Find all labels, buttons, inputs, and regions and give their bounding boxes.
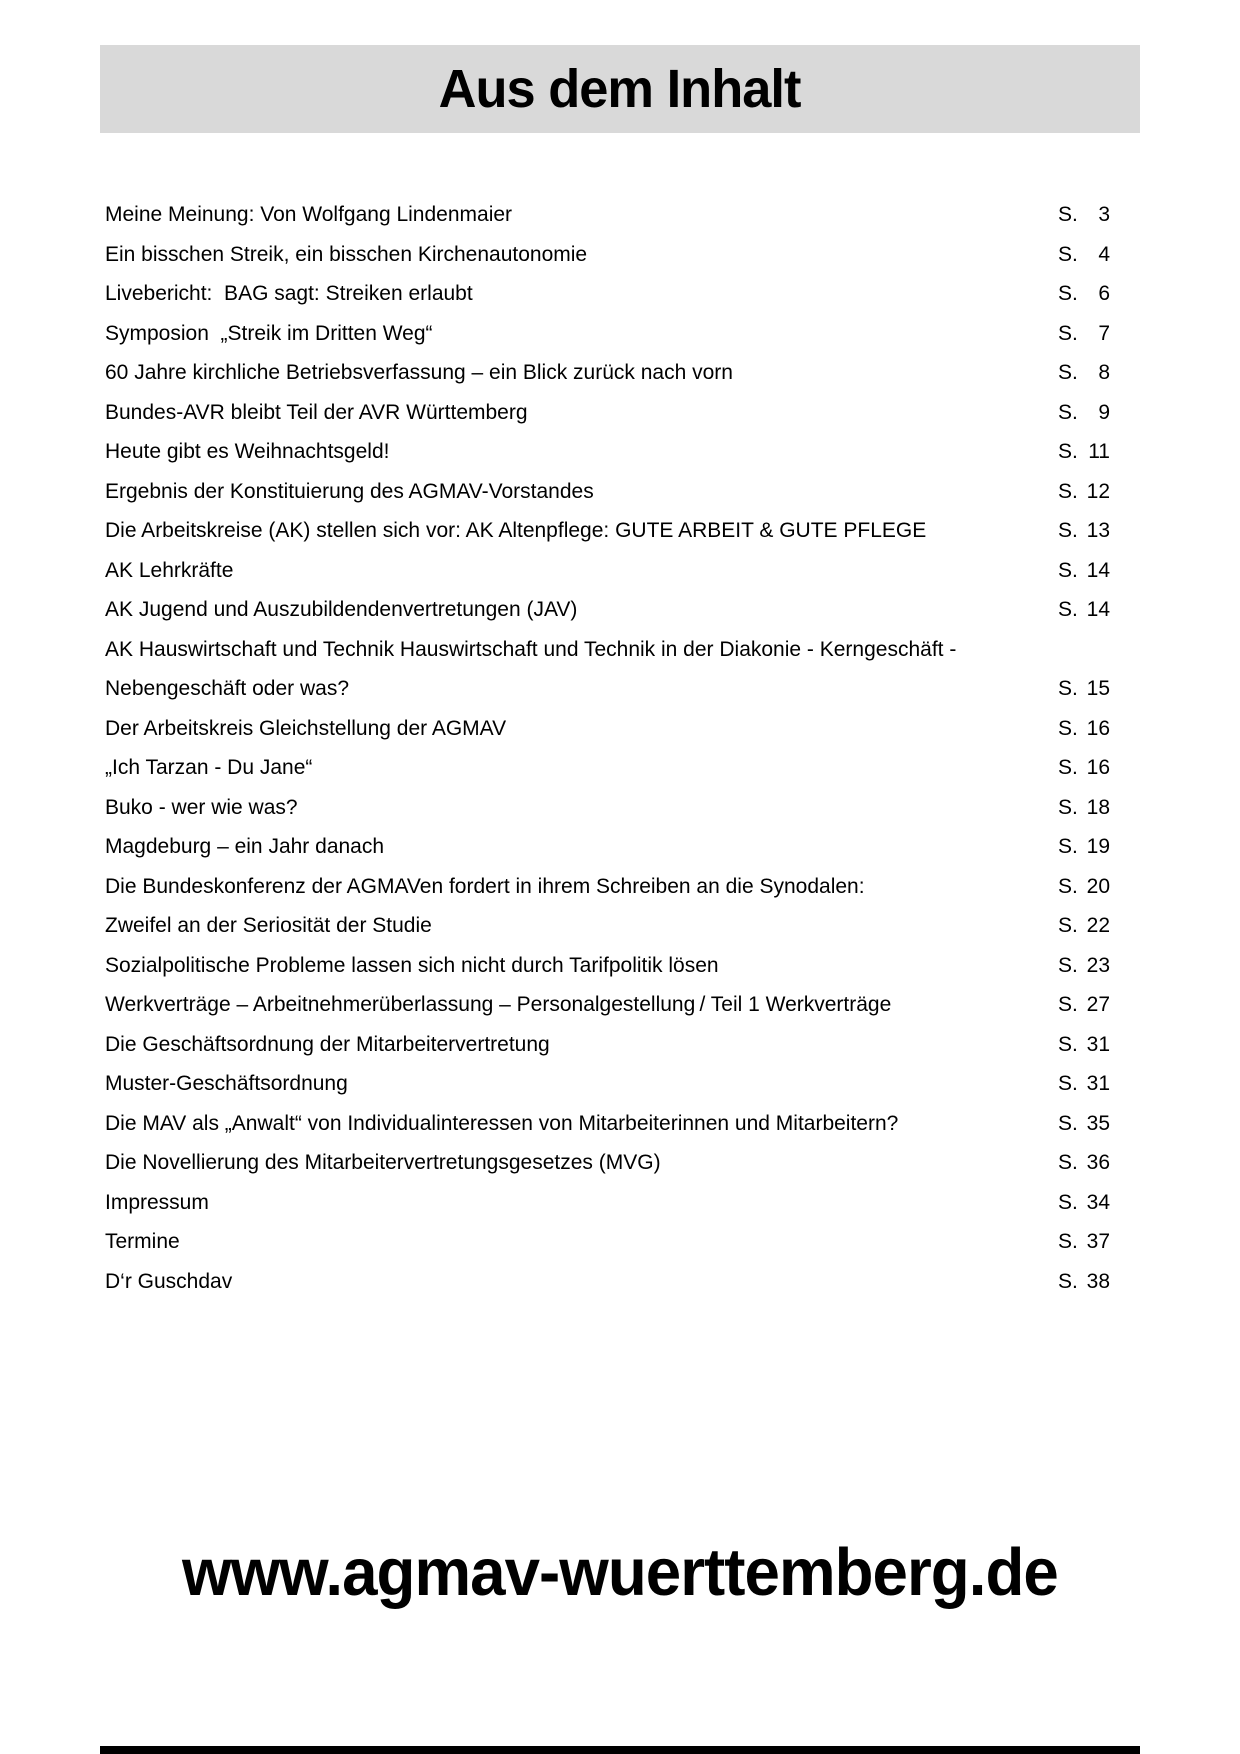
toc-page-number: 13 xyxy=(1086,519,1110,542)
toc-entry-label: Werkverträge – Arbeitnehmerüberlassung – Personalgestellung / Teil 1 Werkverträge xyxy=(105,993,892,1016)
toc-page-number: 37 xyxy=(1086,1230,1110,1253)
header-band xyxy=(100,45,1140,133)
toc-page-ref xyxy=(1058,1104,1110,1144)
toc-entry-label: Ein bisschen Streik, ein bisschen Kirchenautonomie xyxy=(105,242,588,266)
toc-row xyxy=(105,551,1110,591)
toc-page-number: 7 xyxy=(1098,321,1110,345)
toc-page-prefix: S. xyxy=(1058,874,1078,898)
toc-page-number: 14 xyxy=(1086,598,1110,621)
toc-row xyxy=(105,1143,1110,1183)
toc-entry-label: Zweifel an der Seriosität der Studie xyxy=(105,914,432,937)
toc-page-number: 38 xyxy=(1086,1269,1110,1293)
table-of-contents xyxy=(105,195,1110,1301)
toc-page-ref xyxy=(1058,432,1110,472)
toc-page-ref xyxy=(1058,472,1110,512)
toc-page-ref xyxy=(1058,1222,1110,1262)
website-url: www.agmav-wuerttemberg.de xyxy=(182,1535,1058,1610)
toc-page-ref xyxy=(1058,1262,1110,1302)
toc-row xyxy=(105,1262,1110,1302)
toc-page-number: 16 xyxy=(1086,716,1110,740)
toc-page-number: 8 xyxy=(1098,361,1110,384)
toc-page-ref xyxy=(1058,985,1110,1025)
toc-page-prefix: S. xyxy=(1058,914,1078,937)
toc-entry-label: Die MAV als „Anwalt“ von Individualinteressen von Mitarbeiterinnen und Mitarbeitern? xyxy=(105,1111,899,1135)
toc-row xyxy=(105,1025,1110,1065)
toc-page-ref xyxy=(1058,906,1110,946)
toc-page-prefix: S. xyxy=(1058,1190,1078,1214)
toc-entry-label: Nebengeschäft oder was? xyxy=(105,677,349,700)
toc-page-ref xyxy=(1058,867,1110,907)
toc-page-number: 12 xyxy=(1086,479,1110,503)
toc-entry-label: Bundes-AVR bleibt Teil der AVR Württemberg xyxy=(105,400,528,424)
toc-row xyxy=(105,630,1110,670)
toc-page-number: 18 xyxy=(1086,795,1110,819)
toc-row xyxy=(105,314,1110,354)
toc-row xyxy=(105,748,1110,788)
toc-page-prefix: S. xyxy=(1058,835,1078,858)
toc-row xyxy=(105,985,1110,1025)
toc-page-number: 20 xyxy=(1086,874,1110,898)
toc-entry-label: Buko - wer wie was? xyxy=(105,795,298,819)
toc-page-prefix: S. xyxy=(1058,953,1078,977)
toc-row xyxy=(105,235,1110,275)
toc-page-prefix: S. xyxy=(1058,440,1078,463)
toc-entry-label: Heute gibt es Weihnachtsgeld! xyxy=(105,440,390,463)
toc-page-ref xyxy=(1058,946,1110,986)
toc-row xyxy=(105,867,1110,907)
footer-bar xyxy=(100,1746,1140,1754)
toc-row xyxy=(105,827,1110,867)
toc-page-number: 11 xyxy=(1088,440,1110,463)
toc-row xyxy=(105,353,1110,393)
toc-entry-label: Livebericht: BAG sagt: Streiken erlaubt xyxy=(105,282,473,305)
toc-row xyxy=(105,1104,1110,1144)
toc-page-ref xyxy=(1058,827,1110,867)
toc-entry-label: Die Arbeitskreise (AK) stellen sich vor: AK Altenpflege: GUTE ARBEIT & GUTE PFLEGE xyxy=(105,519,927,542)
toc-page-ref xyxy=(1058,590,1110,630)
toc-row xyxy=(105,709,1110,749)
toc-page-number: 14 xyxy=(1086,558,1110,582)
toc-page-ref xyxy=(1058,314,1110,354)
toc-page-ref xyxy=(1058,748,1110,788)
toc-page-number: 16 xyxy=(1086,756,1110,779)
toc-page-ref xyxy=(1058,1025,1110,1065)
toc-page-number: 19 xyxy=(1086,835,1110,858)
toc-page-number: 6 xyxy=(1098,282,1110,305)
toc-page-prefix: S. xyxy=(1058,1151,1078,1174)
toc-page-prefix: S. xyxy=(1058,795,1078,819)
toc-page-prefix: S. xyxy=(1058,1269,1078,1293)
toc-page-prefix: S. xyxy=(1058,321,1078,345)
toc-row xyxy=(105,393,1110,433)
toc-page-number: 23 xyxy=(1086,953,1110,977)
toc-page-prefix: S. xyxy=(1058,1230,1078,1253)
toc-row xyxy=(105,274,1110,314)
toc-row xyxy=(105,472,1110,512)
toc-row xyxy=(105,195,1110,235)
toc-entry-label: Magdeburg – ein Jahr danach xyxy=(105,835,385,858)
toc-page-number: 27 xyxy=(1086,993,1110,1016)
toc-entry-label: AK Hauswirtschaft und Technik Hauswirtschaft und Technik in der Diakonie - Kerngeschäft - xyxy=(105,637,957,661)
toc-entry-label: Meine Meinung: Von Wolfgang Lindenmaier xyxy=(105,203,513,226)
toc-page-number: 4 xyxy=(1098,242,1110,266)
toc-entry-label: AK Jugend und Auszubildendenvertretungen (JAV) xyxy=(105,598,578,621)
toc-page-prefix: S. xyxy=(1058,479,1078,503)
toc-page-number: 15 xyxy=(1086,677,1110,700)
toc-page-ref xyxy=(1058,353,1110,393)
toc-entry-label: Muster-Geschäftsordnung xyxy=(105,1072,348,1095)
toc-row xyxy=(105,788,1110,828)
toc-row xyxy=(105,1183,1110,1223)
toc-page-prefix: S. xyxy=(1058,558,1078,582)
toc-page-ref xyxy=(1058,195,1110,235)
toc-entry-label: AK Lehrkräfte xyxy=(105,558,234,582)
toc-entry-label: Die Novellierung des Mitarbeitervertretungsgesetzes (MVG) xyxy=(105,1151,661,1174)
toc-page-prefix: S. xyxy=(1058,519,1078,542)
toc-entry-label: Die Bundeskonferenz der AGMAVen fordert in ihrem Schreiben an die Synodalen: xyxy=(105,874,865,898)
toc-page-number: 22 xyxy=(1086,914,1110,937)
toc-row xyxy=(105,669,1110,709)
toc-page-prefix: S. xyxy=(1058,598,1078,621)
toc-entry-label: Symposion „Streik im Dritten Weg“ xyxy=(105,321,433,345)
toc-page-prefix: S. xyxy=(1058,361,1078,384)
toc-page-number: 9 xyxy=(1098,400,1110,424)
toc-page-prefix: S. xyxy=(1058,677,1078,700)
toc-page-number: 3 xyxy=(1098,203,1110,226)
toc-page-number: 35 xyxy=(1086,1111,1110,1135)
toc-row xyxy=(105,1222,1110,1262)
toc-page-prefix: S. xyxy=(1058,400,1078,424)
toc-page-ref xyxy=(1058,511,1110,551)
toc-entry-label: Impressum xyxy=(105,1190,209,1214)
toc-entry-label: D‘r Guschdav xyxy=(105,1269,233,1293)
toc-page-number: 31 xyxy=(1086,1072,1110,1095)
toc-page-prefix: S. xyxy=(1058,242,1078,266)
toc-entry-label: Ergebnis der Konstituierung des AGMAV-Vorstandes xyxy=(105,479,594,503)
toc-page-ref xyxy=(1058,393,1110,433)
toc-row xyxy=(105,511,1110,551)
toc-page-number: 34 xyxy=(1086,1190,1110,1214)
toc-page-ref xyxy=(1058,274,1110,314)
toc-page-ref xyxy=(1058,235,1110,275)
toc-row xyxy=(105,1064,1110,1104)
toc-entry-label: Die Geschäftsordnung der Mitarbeitervertretung xyxy=(105,1032,550,1056)
toc-page-number: 31 xyxy=(1086,1032,1110,1056)
toc-entry-label: 60 Jahre kirchliche Betriebsverfassung – ein Blick zurück nach vorn xyxy=(105,361,733,384)
toc-page-ref xyxy=(1058,1183,1110,1223)
toc-page-ref xyxy=(1058,788,1110,828)
toc-row xyxy=(105,906,1110,946)
toc-page-prefix: S. xyxy=(1058,1032,1078,1056)
toc-page-ref xyxy=(1058,669,1110,709)
page-title: Aus dem Inhalt xyxy=(439,59,801,119)
toc-page-ref xyxy=(1058,1143,1110,1183)
toc-page-number: 36 xyxy=(1086,1151,1110,1174)
toc-page-ref xyxy=(1058,1064,1110,1104)
toc-page-prefix: S. xyxy=(1058,756,1078,779)
toc-row xyxy=(105,590,1110,630)
toc-entry-label: Der Arbeitskreis Gleichstellung der AGMAV xyxy=(105,716,507,740)
toc-page-ref xyxy=(1058,551,1110,591)
toc-page-ref xyxy=(1058,709,1110,749)
toc-page-prefix: S. xyxy=(1058,203,1078,226)
toc-entry-label: Termine xyxy=(105,1230,180,1253)
toc-entry-label: „Ich Tarzan - Du Jane“ xyxy=(105,756,313,779)
toc-row xyxy=(105,432,1110,472)
toc-page-prefix: S. xyxy=(1058,993,1078,1016)
toc-page-prefix: S. xyxy=(1058,1072,1078,1095)
toc-page-prefix: S. xyxy=(1058,1111,1078,1135)
toc-row xyxy=(105,946,1110,986)
toc-page-prefix: S. xyxy=(1058,282,1078,305)
toc-page-prefix: S. xyxy=(1058,716,1078,740)
toc-entry-label: Sozialpolitische Probleme lassen sich nicht durch Tarifpolitik lösen xyxy=(105,953,719,977)
